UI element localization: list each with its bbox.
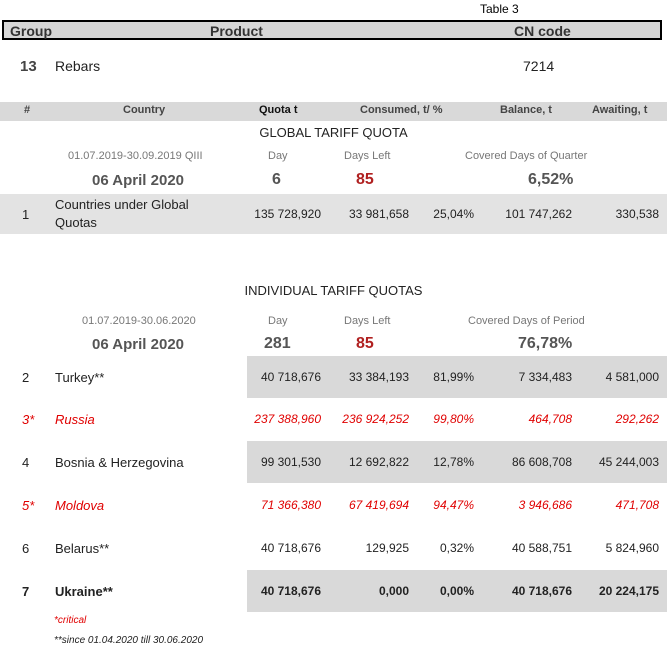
individual-day-label: Day [268, 315, 288, 327]
column-header [0, 102, 667, 121]
row-num: 1 [22, 207, 30, 222]
table-row [0, 441, 667, 483]
note-since: **since 01.04.2020 till 30.06.2020 [54, 635, 204, 646]
product-group: 13 [20, 58, 37, 75]
row-awaiting: 4 581,000 [605, 370, 659, 384]
row-country: Turkey** [55, 370, 105, 385]
row-awaiting: 5 824,960 [605, 541, 659, 555]
row-consumed: 129,925 [365, 541, 409, 555]
row-pct: 81,99% [433, 370, 474, 384]
header-cn-code: CN code [514, 23, 571, 39]
global-period: 01.07.2019-30.09.2019 QIII [68, 150, 203, 162]
individual-day: 281 [264, 335, 291, 352]
product-name: Rebars [55, 58, 101, 74]
global-days-left-label: Days Left [344, 150, 391, 162]
individual-period: 01.07.2019-30.06.2020 [82, 315, 196, 327]
row-num: 7 [22, 584, 30, 599]
global-date: 06 April 2020 [92, 172, 184, 189]
row-consumed: 236 924,252 [342, 412, 409, 426]
row-quota: 40 718,676 [260, 370, 321, 384]
row-quota: 237 388,960 [254, 412, 321, 426]
row-balance: 3 946,686 [518, 498, 572, 512]
header-group: Group [10, 23, 52, 39]
row-awaiting: 45 244,003 [598, 455, 659, 469]
table-row [0, 570, 667, 612]
row-consumed: 12 692,822 [348, 455, 409, 469]
row-num: 6 [22, 541, 30, 556]
row-pct: 25,04% [433, 207, 474, 221]
row-pct: 0,32% [439, 541, 474, 555]
row-country: Russia [55, 412, 95, 427]
row-awaiting: 20 224,175 [598, 584, 659, 598]
row-balance: 86 608,708 [511, 455, 572, 469]
row-quota: 135 728,920 [254, 207, 321, 221]
global-day-label: Day [268, 150, 288, 162]
row-num: 4 [22, 455, 30, 470]
note-critical: *critical [54, 615, 87, 626]
row-country: Ukraine** [55, 584, 113, 599]
col-num: # [24, 104, 31, 116]
row-quota: 71 366,380 [260, 498, 321, 512]
row-consumed: 0,000 [378, 584, 409, 598]
global-day: 6 [272, 171, 281, 188]
product-cn-code: 7214 [523, 58, 555, 74]
row-awaiting: 330,538 [615, 207, 659, 221]
col-country: Country [123, 104, 166, 116]
global-section-title: GLOBAL TARIFF QUOTA [259, 125, 408, 140]
row-awaiting: 471,708 [615, 498, 659, 512]
row-balance: 464,708 [528, 412, 572, 426]
row-country-line1: Countries under Global [55, 197, 189, 212]
col-balance: Balance, t [500, 104, 552, 116]
table-row [0, 527, 667, 569]
individual-days-left-label: Days Left [344, 315, 391, 327]
row-balance: 7 334,483 [518, 370, 572, 384]
col-quota: Quota t [259, 104, 298, 116]
table-header-bar [2, 20, 662, 40]
individual-date: 06 April 2020 [92, 336, 184, 353]
col-consumed: Consumed, t/ % [360, 104, 443, 116]
row-quota: 40 718,676 [260, 541, 321, 555]
row-balance: 101 747,262 [505, 207, 572, 221]
row-consumed: 67 419,694 [348, 498, 409, 512]
col-awaiting: Awaiting, t [592, 104, 648, 116]
row-pct: 0,00% [439, 584, 474, 598]
global-covered-label: Covered Days of Quarter [465, 150, 588, 162]
table-row [0, 398, 667, 440]
individual-covered-label: Covered Days of Period [468, 315, 585, 327]
header-product: Product [210, 23, 263, 39]
row-consumed: 33 981,658 [348, 207, 409, 221]
row-awaiting: 292,262 [615, 412, 659, 426]
table-label: Table 3 [480, 2, 519, 16]
row-balance: 40 588,751 [511, 541, 572, 555]
individual-covered: 76,78% [518, 335, 573, 352]
row-num: 5* [22, 498, 35, 513]
row-num: 2 [22, 370, 30, 385]
row-quota: 99 301,530 [260, 455, 321, 469]
row-pct: 12,78% [433, 455, 474, 469]
row-balance: 40 718,676 [511, 584, 572, 598]
row-country: Moldova [55, 498, 105, 513]
row-country-line2: Quotas [55, 215, 97, 230]
row-quota: 40 718,676 [260, 584, 321, 598]
row-pct: 99,80% [433, 412, 474, 426]
row-country: Belarus** [55, 541, 110, 556]
global-days-left: 85 [356, 171, 374, 188]
individual-section-title: INDIVIDUAL TARIFF QUOTAS [244, 283, 423, 298]
table-row [0, 484, 667, 526]
global-covered: 6,52% [528, 171, 574, 188]
table-row [0, 356, 667, 398]
row-num: 3* [22, 412, 35, 427]
table-row [0, 194, 667, 234]
row-country: Bosnia & Herzegovina [55, 455, 184, 470]
row-consumed: 33 384,193 [348, 370, 409, 384]
individual-days-left: 85 [356, 335, 374, 352]
row-pct: 94,47% [433, 498, 474, 512]
